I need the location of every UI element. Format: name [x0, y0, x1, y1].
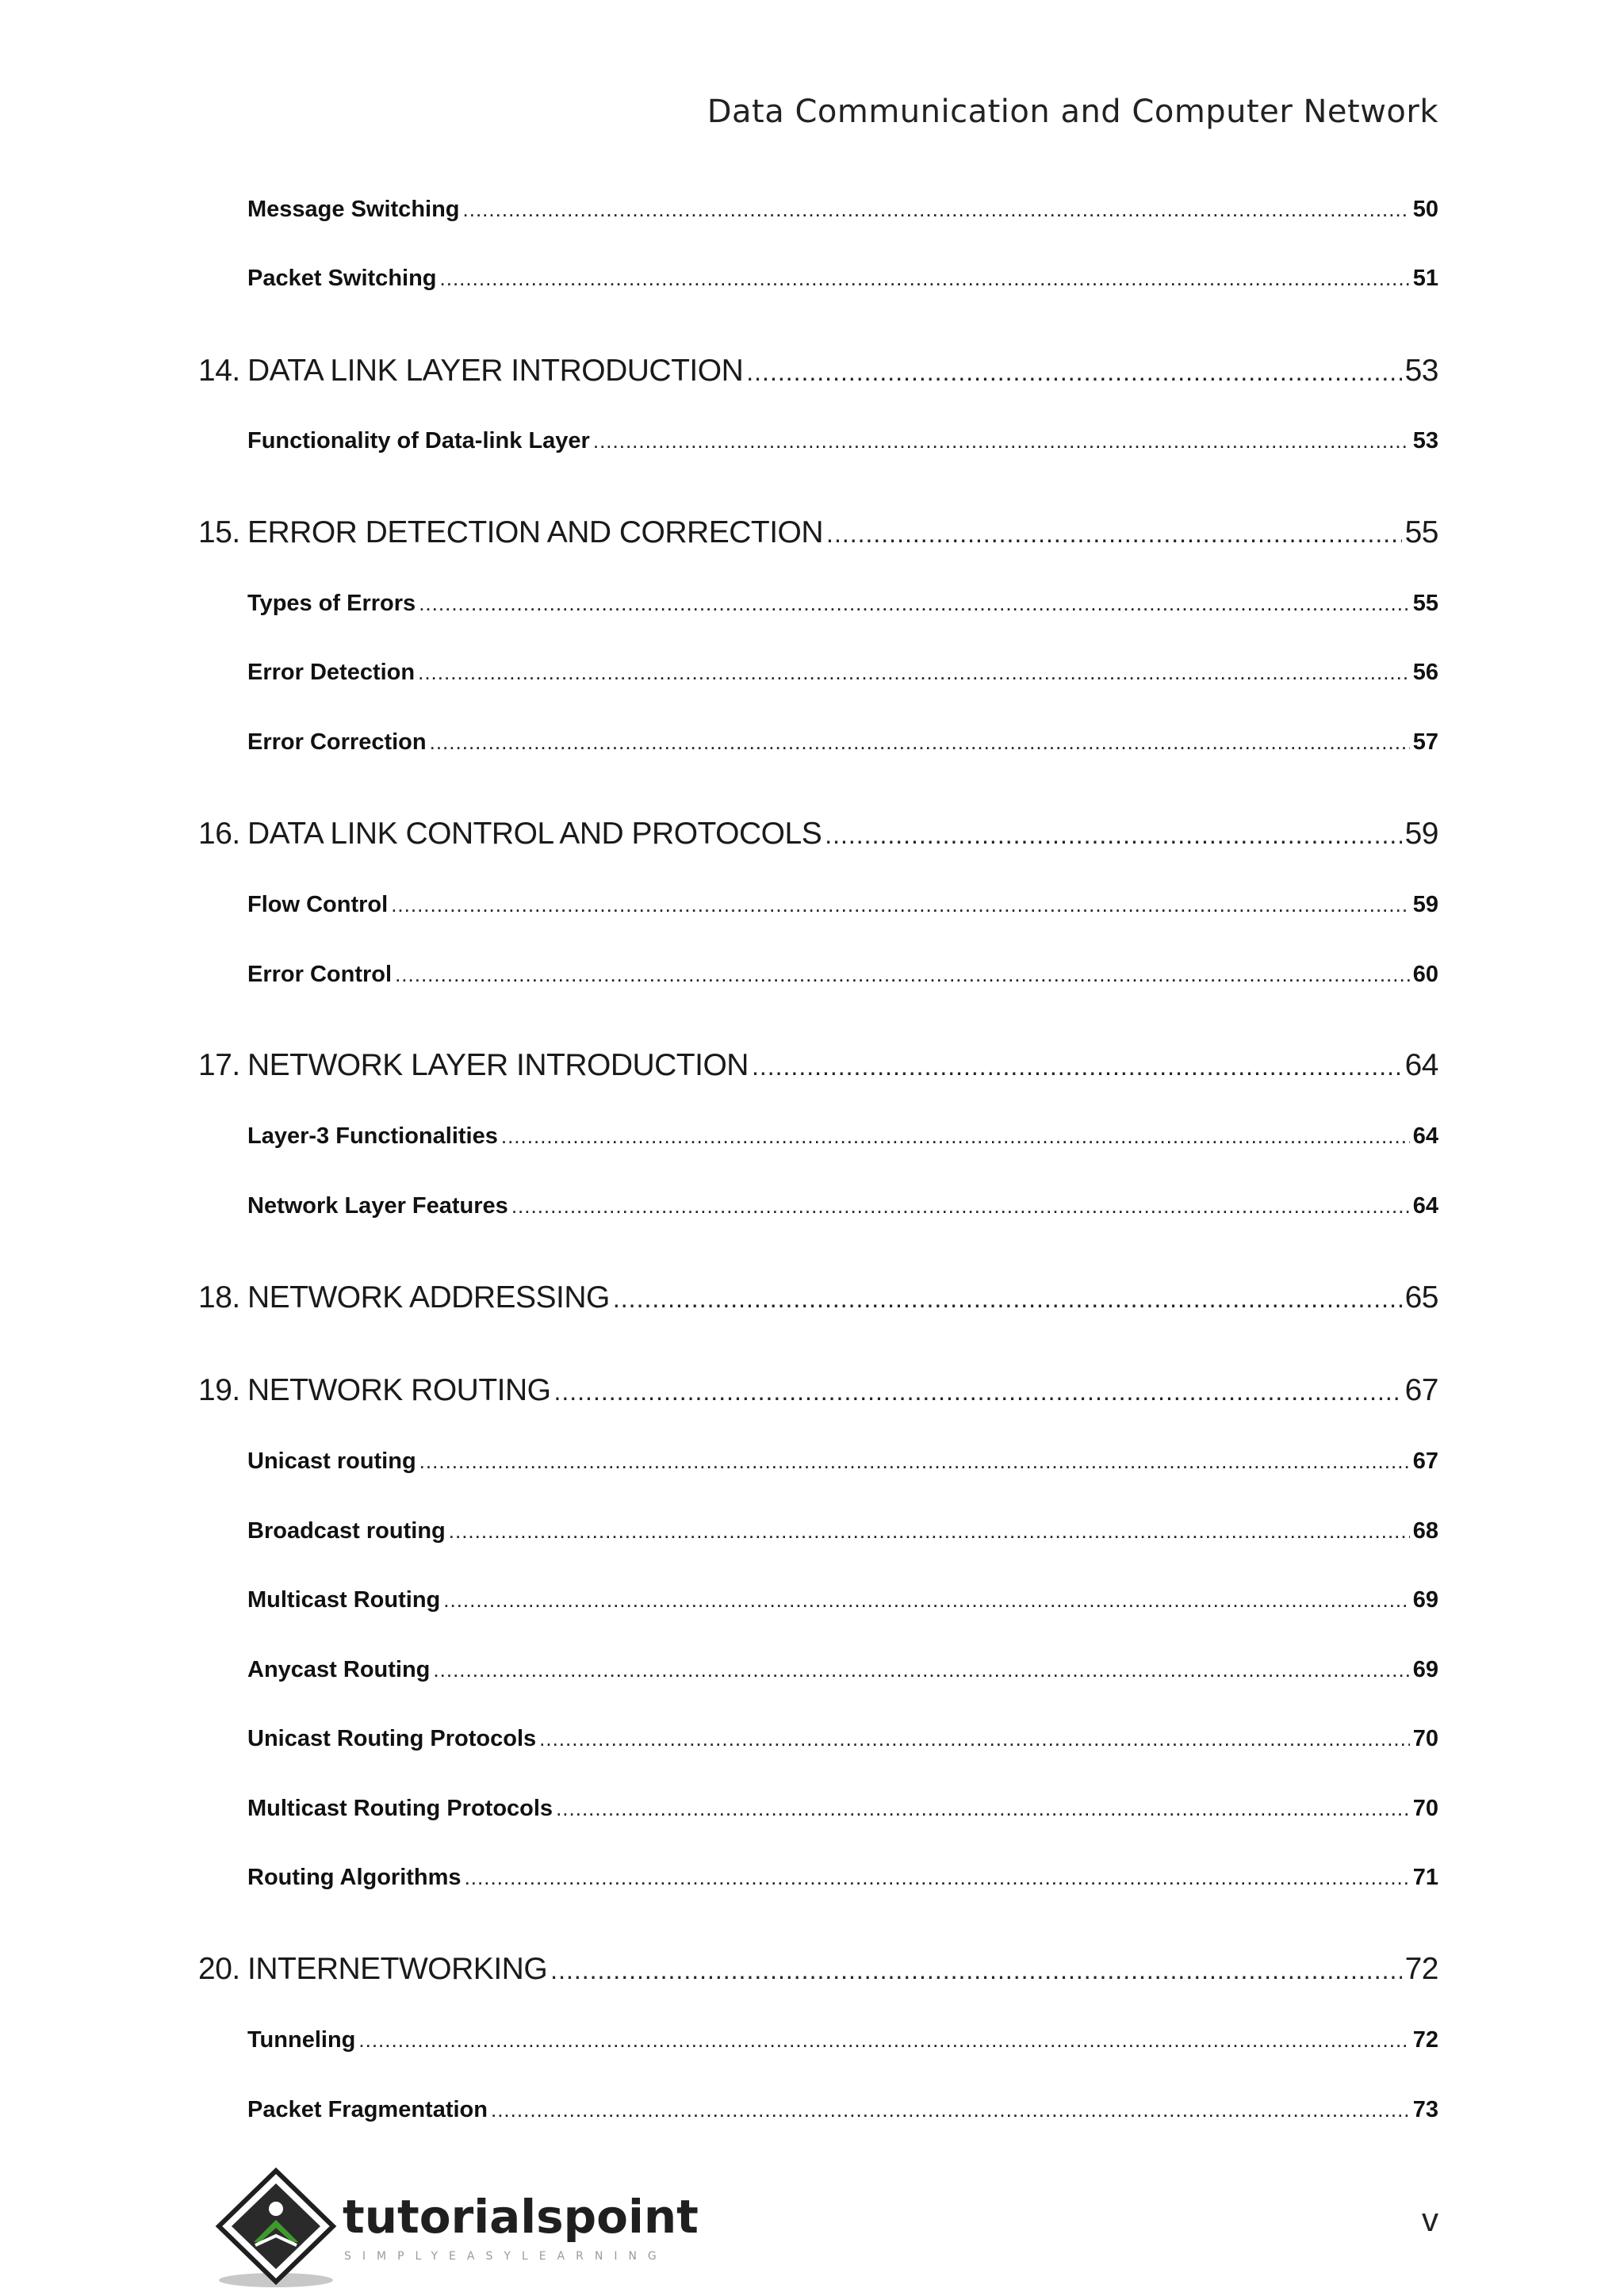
toc-page-number: 68: [1412, 1518, 1438, 1544]
toc-entry[interactable]: [247, 2027, 1438, 2053]
toc-chapter[interactable]: [198, 354, 1438, 388]
toc-entry-title: Anycast Routing: [247, 1657, 431, 1682]
toc-page-number: 71: [1412, 1865, 1438, 1890]
toc-page-number: 65: [1404, 1280, 1438, 1314]
toc-page-number: 55: [1404, 515, 1438, 549]
toc-entry[interactable]: [247, 1726, 1438, 1752]
toc-page-number: 53: [1412, 428, 1438, 453]
toc-chapter-title: NETWORK ADDRESSING: [247, 1280, 610, 1314]
toc-chapter[interactable]: [198, 1373, 1438, 1408]
toc-entry[interactable]: [247, 892, 1438, 918]
toc-entry-title: Message Switching: [247, 197, 460, 222]
table-of-contents: [198, 0, 1438, 2296]
toc-entry-title: Error Detection: [247, 660, 416, 685]
toc-leader-dots: [465, 1866, 1410, 1890]
toc-chapter-title: ERROR DETECTION AND CORRECTION: [247, 515, 824, 549]
toc-chapter-number: 15.: [198, 515, 240, 549]
toc-entry[interactable]: [247, 1518, 1438, 1544]
toc-entry[interactable]: [247, 1657, 1438, 1683]
toc-leader-dots: [433, 1658, 1409, 1682]
toc-leader-dots: [440, 266, 1410, 291]
running-header: Data Communication and Computer Network: [707, 94, 1438, 130]
logo-figure-head: [269, 2202, 283, 2216]
toc-entry[interactable]: [247, 591, 1438, 617]
toc-page-number: 67: [1412, 1448, 1438, 1474]
toc-leader-dots: [419, 1449, 1410, 1474]
toc-page-number: 56: [1412, 660, 1438, 685]
toc-page-number: 50: [1412, 197, 1438, 222]
toc-leader-dots: [826, 519, 1402, 549]
toc-leader-dots: [419, 591, 1410, 616]
toc-entry-title: Types of Errors: [247, 591, 416, 616]
page-number: v: [1422, 2201, 1438, 2238]
toc-chapter-title: INTERNETWORKING: [247, 1952, 548, 1986]
toc-chapter-number: 18.: [198, 1280, 240, 1314]
toc-chapter-number: 17.: [198, 1048, 240, 1082]
toc-entry[interactable]: [247, 428, 1438, 454]
toc-chapter-title: NETWORK ROUTING: [247, 1373, 551, 1407]
toc-chapter-number: 16.: [198, 817, 240, 851]
toc-page-number: 70: [1412, 1796, 1438, 1821]
toc-chapter[interactable]: [198, 1280, 1438, 1315]
toc-leader-dots: [553, 1377, 1401, 1406]
toc-chapter-number: 14.: [198, 354, 240, 388]
toc-leader-dots: [491, 2098, 1410, 2122]
toc-leader-dots: [550, 1956, 1401, 1985]
toc-entry-title: Error Correction: [247, 729, 427, 755]
toc-entry[interactable]: [247, 660, 1438, 686]
logo-wordmark: tutorialspoint: [343, 2190, 699, 2244]
toc-leader-dots: [391, 893, 1410, 917]
toc-entry[interactable]: [247, 1865, 1438, 1891]
toc-page-number: 70: [1412, 1726, 1438, 1751]
toc-entry-title: Functionality of Data-link Layer: [247, 428, 590, 453]
toc-entry[interactable]: [247, 1796, 1438, 1822]
toc-leader-dots: [556, 1797, 1410, 1821]
toc-entry-title: Tunneling: [247, 2027, 356, 2053]
toc-entry-title: Unicast routing: [247, 1448, 416, 1474]
toc-leader-dots: [511, 1194, 1410, 1219]
toc-chapter-title: NETWORK LAYER INTRODUCTION: [247, 1048, 749, 1082]
toc-chapter[interactable]: [198, 1048, 1438, 1083]
toc-page-number: 67: [1404, 1373, 1438, 1407]
logo-tagline: SIMPLYEASYLEARNING: [344, 2250, 668, 2263]
toc-page-number: 59: [1404, 817, 1438, 851]
toc-entry-title: Network Layer Features: [247, 1193, 508, 1219]
toc-page-number: 60: [1412, 962, 1438, 987]
toc-entry[interactable]: [247, 2097, 1438, 2123]
toc-page-number: 64: [1412, 1123, 1438, 1149]
toc-entry-title: Packet Switching: [247, 266, 437, 291]
tutorialspoint-logo: [208, 2163, 715, 2290]
toc-page-number: 53: [1404, 354, 1438, 388]
toc-entry-title: Broadcast routing: [247, 1518, 446, 1544]
toc-page-number: 69: [1412, 1587, 1438, 1613]
toc-leader-dots: [501, 1124, 1410, 1149]
toc-entry[interactable]: [247, 197, 1438, 223]
toc-entry[interactable]: [247, 1123, 1438, 1150]
toc-entry[interactable]: [247, 729, 1438, 756]
toc-page-number: 59: [1412, 892, 1438, 917]
toc-chapter[interactable]: [198, 817, 1438, 851]
toc-entry-title: Layer-3 Functionalities: [247, 1123, 498, 1149]
toc-leader-dots: [593, 429, 1410, 453]
toc-chapter-title: DATA LINK LAYER INTRODUCTION: [247, 354, 744, 388]
toc-entry-title: Packet Fragmentation: [247, 2097, 488, 2122]
toc-entry-title: Unicast Routing Protocols: [247, 1726, 537, 1751]
toc-entry[interactable]: [247, 1587, 1438, 1613]
toc-page-number: 51: [1412, 266, 1438, 291]
toc-page-number: 72: [1404, 1952, 1438, 1986]
toc-page-number: 73: [1412, 2097, 1438, 2122]
toc-leader-dots: [463, 197, 1410, 222]
toc-entry-title: Error Control: [247, 962, 393, 987]
toc-entry-title: Multicast Routing Protocols: [247, 1796, 553, 1821]
toc-page-number: 55: [1412, 591, 1438, 616]
toc-entry-title: Routing Algorithms: [247, 1865, 462, 1890]
toc-entry-title: Multicast Routing: [247, 1587, 441, 1613]
toc-page-number: 64: [1412, 1193, 1438, 1219]
toc-chapter-number: 19.: [198, 1373, 240, 1407]
toc-entry-title: Flow Control: [247, 892, 389, 917]
toc-chapter-number: 20.: [198, 1952, 240, 1986]
toc-entry[interactable]: [247, 962, 1438, 988]
toc-page-number: 57: [1412, 729, 1438, 755]
toc-chapter[interactable]: [198, 1952, 1438, 1987]
toc-chapter[interactable]: [198, 515, 1438, 550]
toc-leader-dots: [395, 962, 1410, 987]
toc-leader-dots: [539, 1727, 1410, 1751]
toc-leader-dots: [613, 1284, 1402, 1314]
toc-entry[interactable]: [247, 1193, 1438, 1219]
toc-page-number: 69: [1412, 1657, 1438, 1682]
toc-leader-dots: [825, 821, 1401, 850]
toc-page-number: 64: [1404, 1048, 1438, 1082]
toc-entry[interactable]: [247, 266, 1438, 292]
toc-chapter-title: DATA LINK CONTROL AND PROTOCOLS: [247, 817, 822, 851]
toc-leader-dots: [430, 730, 1410, 755]
toc-leader-dots: [752, 1052, 1402, 1081]
toc-leader-dots: [358, 2028, 1409, 2053]
toc-leader-dots: [443, 1588, 1409, 1613]
toc-entry[interactable]: [247, 1448, 1438, 1475]
toc-leader-dots: [449, 1519, 1410, 1544]
toc-leader-dots: [746, 358, 1401, 387]
toc-page-number: 72: [1412, 2027, 1438, 2053]
toc-leader-dots: [418, 660, 1410, 685]
